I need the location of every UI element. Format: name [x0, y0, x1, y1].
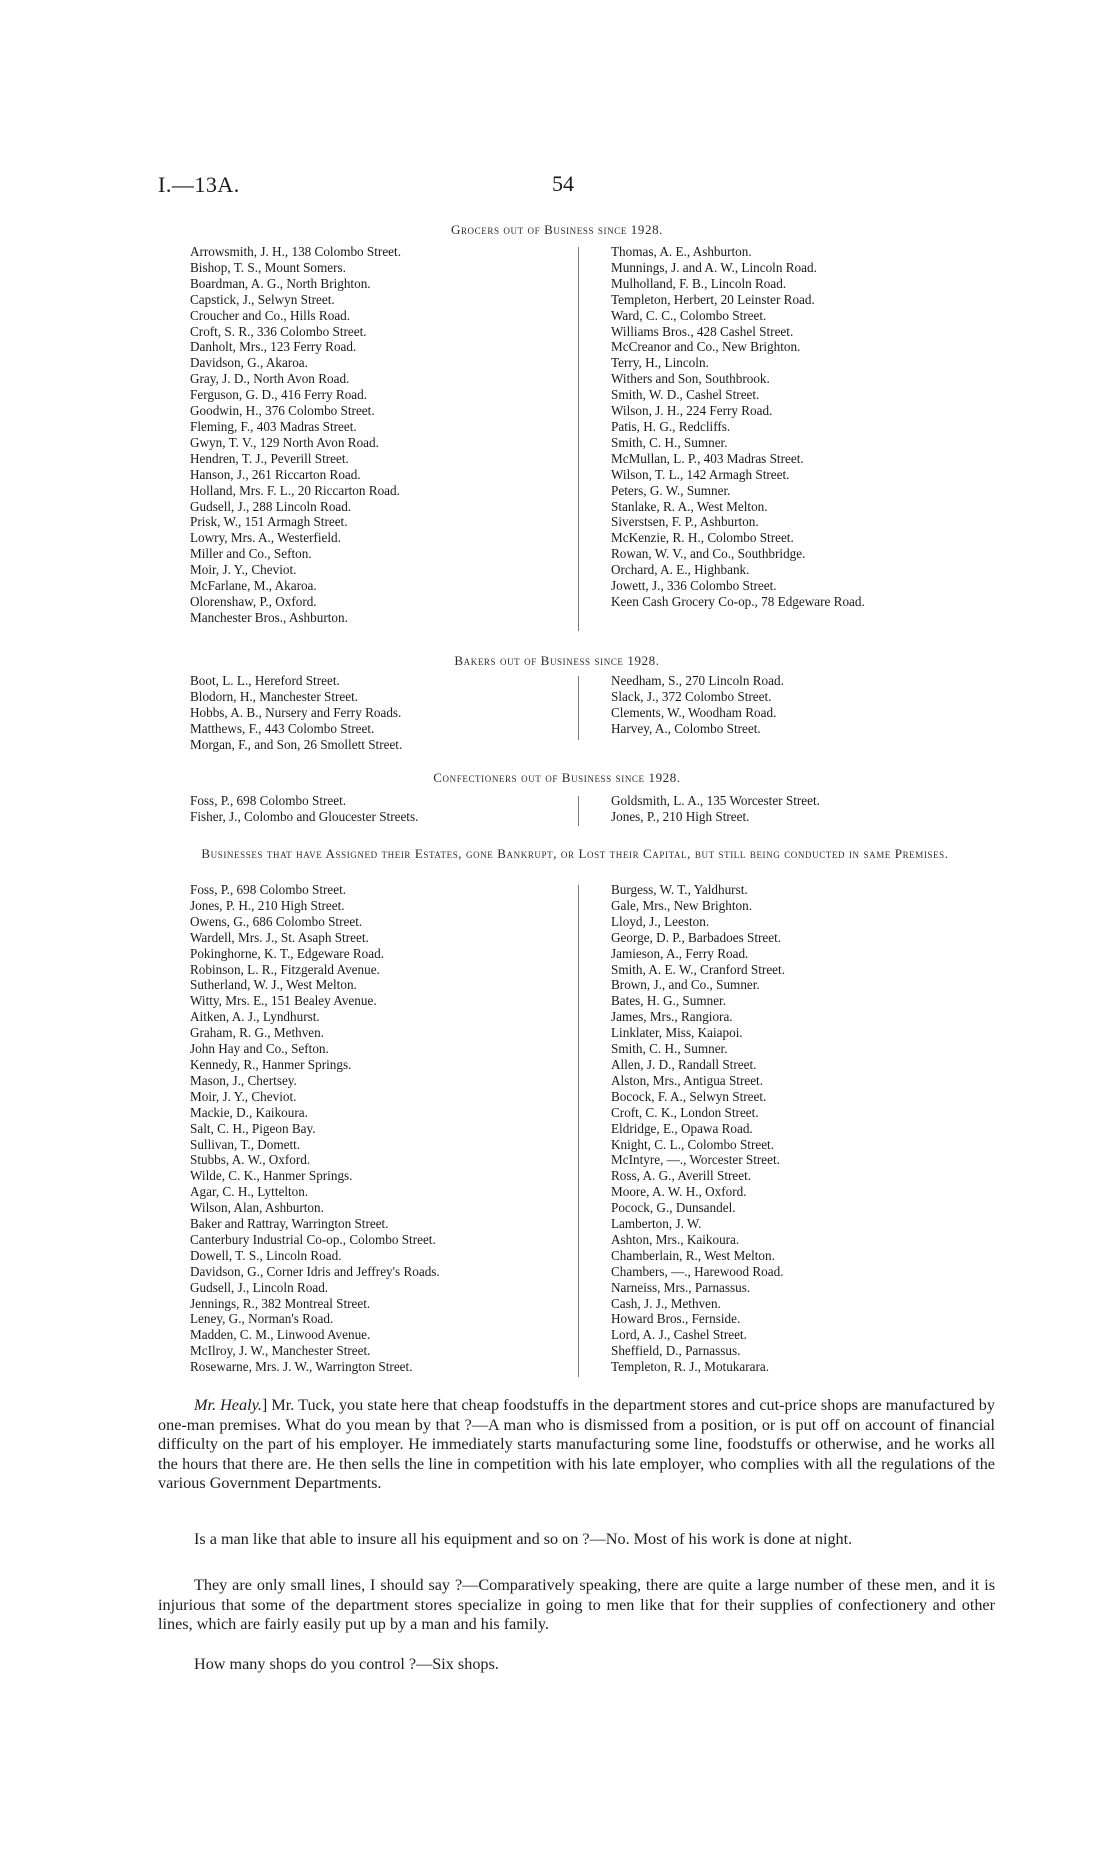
list-item: Morgan, F., and Son, 26 Smollett Street.	[190, 736, 403, 752]
list-item: Boardman, A. G., North Brighton.	[190, 275, 371, 291]
confectioners-left-list	[190, 793, 418, 825]
list-item: Graham, R. G., Methven.	[190, 1025, 325, 1041]
testimony-paragraph-4	[158, 1655, 995, 1675]
list-item: Smith, C. H., Sumner.	[611, 434, 728, 450]
list-item: Keen Cash Grocery Co-op., 78 Edgeware Road.	[611, 593, 865, 609]
list-item: Sheffield, D., Parnassus.	[611, 1343, 741, 1359]
list-item: Smith, W. D., Cashel Street.	[611, 387, 760, 403]
list-item: Needham, S., 270 Lincoln Road.	[611, 673, 784, 688]
list-item: Moir, J. Y., Cheviot.	[190, 562, 297, 578]
list-item: Ward, C. C., Colombo Street.	[611, 307, 767, 323]
list-item: Jennings, R., 382 Montreal Street.	[190, 1295, 371, 1311]
list-item: Witty, Mrs. E., 151 Bealey Avenue.	[190, 993, 377, 1009]
list-item: Jones, P. H., 210 High Street.	[190, 897, 345, 913]
list-item: Hobbs, A. B., Nursery and Ferry Roads.	[190, 704, 402, 720]
confectioners-section-title: Confectioners out of Business since 1928.	[433, 770, 681, 785]
grocers-column-divider	[578, 247, 579, 631]
list-item: Croft, S. R., 336 Colombo Street.	[190, 323, 367, 339]
page-header-ref: I.—13A.	[158, 172, 240, 197]
list-item: Jones, P., 210 High Street.	[611, 808, 750, 824]
list-item: Arrowsmith, J. H., 138 Colombo Street.	[190, 244, 401, 259]
list-item: Agar, C. H., Lyttelton.	[190, 1184, 309, 1200]
list-item: Templeton, R. J., Motukarara.	[611, 1359, 770, 1375]
list-item: Orchard, A. E., Highbank.	[611, 562, 750, 578]
list-item: Olorenshaw, P., Oxford.	[190, 593, 317, 609]
list-item: Capstick, J., Selwyn Street.	[190, 291, 335, 307]
list-item: Rowan, W. V., and Co., Southbridge.	[611, 546, 806, 562]
list-item: Slack, J., 372 Colombo Street.	[611, 688, 772, 704]
list-item: Gudsell, J., 288 Lincoln Road.	[190, 498, 352, 514]
testimony-paragraph-2	[158, 1530, 995, 1550]
list-item: Clements, W., Woodham Road.	[611, 704, 777, 720]
speaker-name: Mr. Healy.	[194, 1396, 262, 1414]
testimony-paragraph-1	[158, 1396, 995, 1494]
list-item: John Hay and Co., Sefton.	[190, 1041, 329, 1057]
grocers-section-title: Grocers out of Business since 1928.	[450, 222, 664, 237]
confectioners-column-divider	[578, 796, 579, 826]
list-item: Rosewarne, Mrs. J. W., Warrington Street.	[190, 1359, 413, 1375]
list-item: Williams Bros., 428 Cashel Street.	[611, 323, 794, 339]
list-item: Manchester Bros., Ashburton.	[190, 609, 348, 625]
list-item: Hanson, J., 261 Riccarton Road.	[190, 466, 361, 482]
list-item: Croucher and Co., Hills Road.	[190, 307, 351, 323]
list-item: Linklater, Miss, Kaiapoi.	[611, 1025, 743, 1041]
list-item: Danholt, Mrs., 123 Ferry Road.	[190, 339, 357, 355]
list-item: Allen, J. D., Randall Street.	[611, 1056, 757, 1072]
list-item: Baker and Rattray, Warrington Street.	[190, 1216, 389, 1232]
bakers-section-title: Bakers out of Business since 1928.	[454, 653, 660, 668]
list-item: Leney, G., Norman's Road.	[190, 1311, 334, 1327]
list-item: Croft, C. K., London Street.	[611, 1104, 759, 1120]
list-item: Fleming, F., 403 Madras Street.	[190, 418, 357, 434]
list-item: McIntyre, —., Worcester Street.	[611, 1152, 780, 1168]
list-item: Smith, A. E. W., Cranford Street.	[611, 961, 785, 977]
grocers-left-list	[190, 244, 401, 626]
list-item: Boot, L. L., Hereford Street.	[190, 673, 340, 688]
list-item: Moore, A. W. H., Oxford.	[611, 1184, 747, 1200]
assigned-column-divider	[578, 885, 579, 1377]
assigned-right-list	[611, 882, 785, 1375]
list-item: Madden, C. M., Linwood Avenue.	[190, 1327, 371, 1343]
list-item: Fisher, J., Colombo and Gloucester Streets.	[190, 808, 419, 824]
list-item: Thomas, A. E., Ashburton.	[611, 244, 752, 259]
list-item: Wardell, Mrs. J., St. Asaph Street.	[190, 929, 369, 945]
list-item: Moir, J. Y., Cheviot.	[190, 1088, 297, 1104]
list-item: Wilson, Alan, Ashburton.	[190, 1200, 324, 1216]
list-item: McMullan, L. P., 403 Madras Street.	[611, 450, 804, 466]
list-item: Owens, G., 686 Colombo Street.	[190, 913, 363, 929]
list-item: Goldsmith, L. A., 135 Worcester Street.	[611, 793, 820, 808]
list-item: McCreanor and Co., New Brighton.	[611, 339, 801, 355]
list-item: James, Mrs., Rangiora.	[611, 1009, 733, 1025]
list-item: Hendren, T. J., Peverill Street.	[190, 450, 349, 466]
list-item: Stubbs, A. W., Oxford.	[190, 1152, 311, 1168]
list-item: Wilson, J. H., 224 Ferry Road.	[611, 403, 773, 419]
list-item: Chambers, —., Harewood Road.	[611, 1263, 784, 1279]
list-item: Matthews, F., 443 Colombo Street.	[190, 720, 375, 736]
list-item: Canterbury Industrial Co-op., Colombo Street.	[190, 1231, 436, 1247]
list-item: Wilson, T. L., 142 Armagh Street.	[611, 466, 790, 482]
list-item: Mulholland, F. B., Lincoln Road.	[611, 275, 787, 291]
list-item: Prisk, W., 151 Armagh Street.	[190, 514, 348, 530]
testimony-text-1: ] Mr. Tuck, you state here that cheap foodstuffs in the department stores and cut-price shops are manufactured by one-man premises. What do you mean by that ?—A man who is dismissed from a position, or is put off on account of financial difficulty on the part of his employer. He immediately starts manufacturing some line, foodstuffs or otherwise, and he works all the hours that there are. He then sells the line in competition with his late employer, who complies with all the regulations of the various Government Departments.	[158, 1396, 995, 1492]
list-item: Lowry, Mrs. A., Westerfield.	[190, 530, 341, 546]
testimony-text-2: Is a man like that able to insure all his equipment and so on ?—No. Most of his work is done at night.	[194, 1530, 853, 1548]
list-item: Mason, J., Chertsey.	[190, 1072, 297, 1088]
list-item: Harvey, A., Colombo Street.	[611, 720, 761, 736]
list-item: Ashton, Mrs., Kaikoura.	[611, 1231, 740, 1247]
list-item: Goodwin, H., 376 Colombo Street.	[190, 403, 375, 419]
list-item: Bates, H. G., Sumner.	[611, 993, 727, 1009]
testimony-paragraph-3	[158, 1576, 995, 1635]
list-item: Smith, C. H., Sumner.	[611, 1041, 728, 1057]
list-item: Kennedy, R., Hanmer Springs.	[190, 1056, 352, 1072]
list-item: Sutherland, W. J., West Melton.	[190, 977, 357, 993]
list-item: Holland, Mrs. F. L., 20 Riccarton Road.	[190, 482, 400, 498]
list-item: Peters, G. W., Sumner.	[611, 482, 731, 498]
list-item: Siverstsen, F. P., Ashburton.	[611, 514, 759, 530]
assigned-section-title: Businesses that have Assigned their Estates, gone Bankrupt, or Lost their Capital, but still being conducted in same Premises.	[201, 846, 949, 861]
list-item: Pocock, G., Dunsandel.	[611, 1200, 736, 1216]
list-item: Foss, P., 698 Colombo Street.	[190, 882, 347, 897]
list-item: Davidson, G., Akaroa.	[190, 355, 308, 371]
bakers-column-divider	[578, 676, 579, 740]
list-item: Davidson, G., Corner Idris and Jeffrey's Roads.	[190, 1263, 440, 1279]
list-item: Chamberlain, R., West Melton.	[611, 1247, 775, 1263]
bakers-left-list	[190, 673, 402, 753]
list-item: Ferguson, G. D., 416 Ferry Road.	[190, 387, 368, 403]
list-item: Templeton, Herbert, 20 Leinster Road.	[611, 291, 815, 307]
confectioners-right-list	[611, 793, 820, 825]
list-item: Gale, Mrs., New Brighton.	[611, 897, 753, 913]
testimony-text-3: They are only small lines, I should say ?—Comparatively speaking, there are quite a large number of these men, and it is injurious that some of the department stores specialize in going to men like that for their supplies of confectionery and other lines, which are fairly easily put up by a man and his family.	[158, 1576, 995, 1633]
list-item: Gwyn, T. V., 129 North Avon Road.	[190, 434, 379, 450]
list-item: Aitken, A. J., Lyndhurst.	[190, 1009, 320, 1025]
list-item: Pokinghorne, K. T., Edgeware Road.	[190, 945, 384, 961]
bakers-right-list	[611, 673, 784, 737]
list-item: Eldridge, E., Opawa Road.	[611, 1120, 753, 1136]
list-item: McIlroy, J. W., Manchester Street.	[190, 1343, 371, 1359]
list-item: Narneiss, Mrs., Parnassus.	[611, 1279, 751, 1295]
list-item: Ross, A. G., Averill Street.	[611, 1168, 752, 1184]
list-item: Cash, J. J., Methven.	[611, 1295, 721, 1311]
list-item: Withers and Son, Southbrook.	[611, 371, 770, 387]
list-item: Patis, H. G., Redcliffs.	[611, 418, 731, 434]
list-item: Burgess, W. T., Yaldhurst.	[611, 882, 748, 897]
list-item: Jowett, J., 336 Colombo Street.	[611, 578, 777, 594]
list-item: Miller and Co., Sefton.	[190, 546, 312, 562]
list-item: Mackie, D., Kaikoura.	[190, 1104, 308, 1120]
list-item: Munnings, J. and A. W., Lincoln Road.	[611, 259, 817, 275]
list-item: Dowell, T. S., Lincoln Road.	[190, 1247, 342, 1263]
list-item: Bocock, F. A., Selwyn Street.	[611, 1088, 767, 1104]
testimony-text-4: How many shops do you control ?—Six shops.	[194, 1655, 499, 1673]
list-item: Blodorn, H., Manchester Street.	[190, 688, 359, 704]
list-item: Wilde, C. K., Hanmer Springs.	[190, 1168, 353, 1184]
list-item: Sullivan, T., Domett.	[190, 1136, 301, 1152]
assigned-left-list	[190, 882, 440, 1375]
list-item: George, D. P., Barbadoes Street.	[611, 929, 782, 945]
list-item: Gudsell, J., Lincoln Road.	[190, 1279, 329, 1295]
list-item: McFarlane, M., Akaroa.	[190, 578, 317, 594]
grocers-right-list	[611, 244, 865, 610]
list-item: Jamieson, A., Ferry Road.	[611, 945, 749, 961]
list-item: Gray, J. D., North Avon Road.	[190, 371, 350, 387]
list-item: Brown, J., and Co., Sumner.	[611, 977, 760, 993]
page-number: 54	[552, 171, 574, 196]
list-item: Knight, C. L., Colombo Street.	[611, 1136, 775, 1152]
list-item: Howard Bros., Fernside.	[611, 1311, 741, 1327]
list-item: Bishop, T. S., Mount Somers.	[190, 259, 346, 275]
list-item: Lamberton, J. W.	[611, 1216, 702, 1232]
list-item: McKenzie, R. H., Colombo Street.	[611, 530, 794, 546]
list-item: Terry, H., Lincoln.	[611, 355, 709, 371]
list-item: Stanlake, R. A., West Melton.	[611, 498, 768, 514]
list-item: Robinson, L. R., Fitzgerald Avenue.	[190, 961, 380, 977]
list-item: Alston, Mrs., Antigua Street.	[611, 1072, 764, 1088]
list-item: Salt, C. H., Pigeon Bay.	[190, 1120, 316, 1136]
list-item: Lord, A. J., Cashel Street.	[611, 1327, 747, 1343]
list-item: Lloyd, J., Leeston.	[611, 913, 710, 929]
list-item: Foss, P., 698 Colombo Street.	[190, 793, 347, 808]
